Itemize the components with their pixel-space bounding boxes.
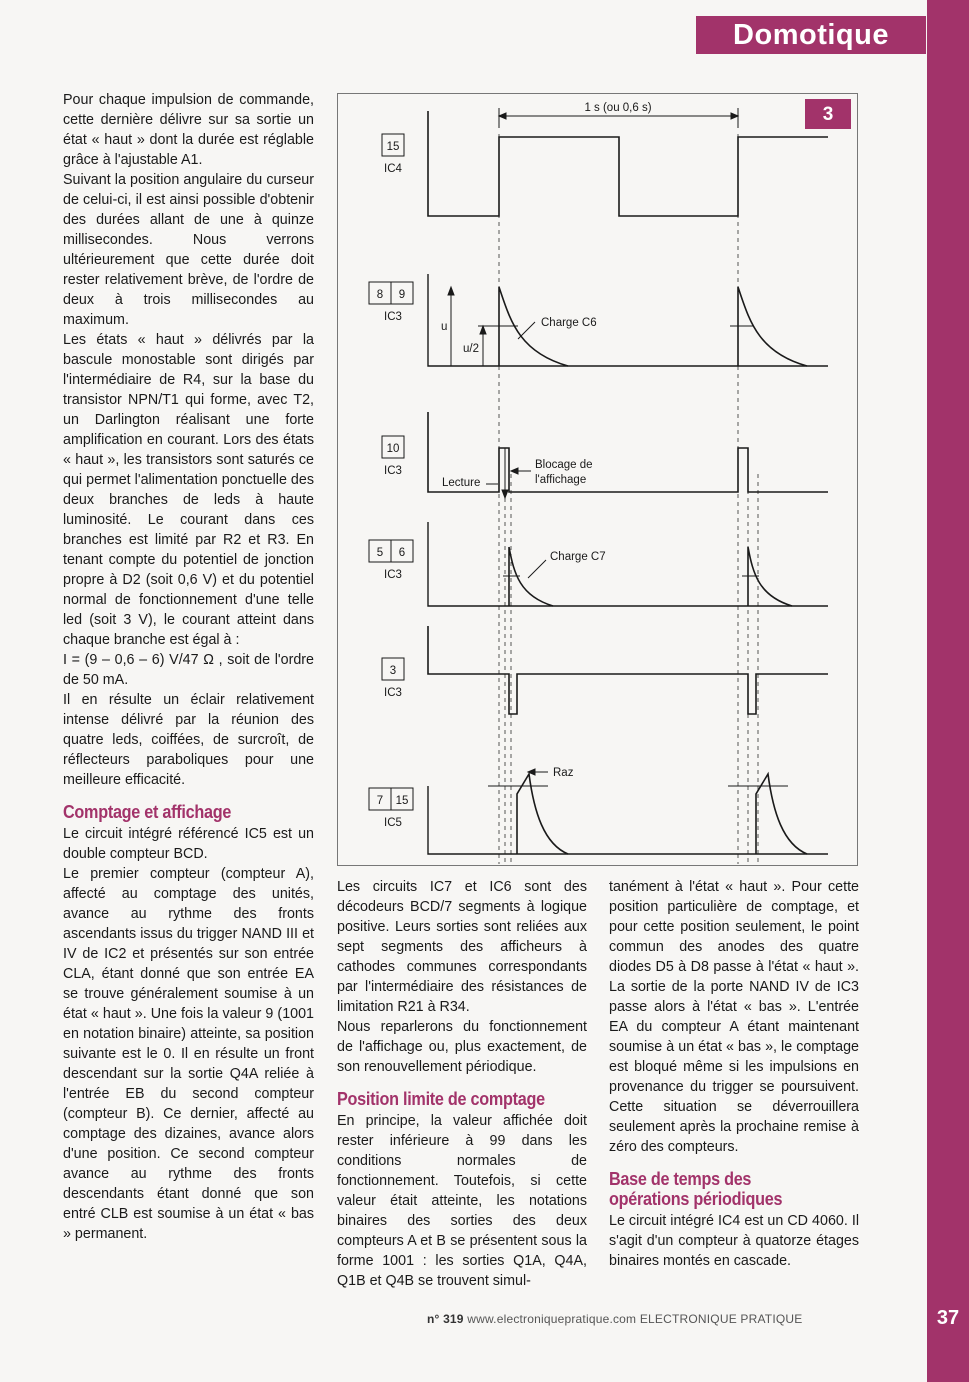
ic5-axes [428,786,828,854]
pin-label: 6 [398,547,406,559]
pin-label: 15 [386,141,400,153]
text-column-2 [337,877,587,1291]
page-number: 37 [936,1307,960,1329]
section-heading: Comptage et affichage [63,802,232,822]
pin-label: 5 [376,547,384,559]
pin-label: 7 [376,795,384,807]
paragraph: En principe, la valeur affichée doit rester inférieure à 99 dans les conditions normales de fonctionnement. Toutefois, si cette valeur était atteinte, les notations binaires des sorties des deux compteurs A et B se présentent sous la forme 1001 : les sorties Q1A, Q4A, Q1B et Q4B se trouvent simul- [337,1113,587,1289]
timing-diagram-figure [337,93,858,866]
formula-paragraph: I = (9 – 0,6 – 6) V/47 Ω , soit de l'ordre de 50 mA. [63,652,314,688]
pin-label: 10 [386,443,400,455]
paragraph: Pour chaque impulsion de commande, cette dernière délivre sur sa sortie un état « haut » dont la durée est réglable grâce à l'ajustable A1. [63,92,314,168]
lecture-arrow [502,490,508,498]
section-heading: Base de temps des opérations périodiques [609,1169,783,1209]
footer-url: www.electroniquepratique.com [467,1312,637,1326]
arrowhead [731,113,738,119]
ic3-8-9-axes [428,274,828,366]
charge-c6-label: Charge C6 [541,317,597,329]
chip-label: IC4 [384,163,402,175]
chip-label: IC3 [384,569,402,581]
timing-diagram [338,94,859,867]
pin-label: 3 [389,665,397,677]
section-heading: Position limite de comptage [337,1089,545,1109]
blocage-label-2: l'affichage [535,474,587,486]
chip-label: IC3 [384,311,402,323]
c6-pointer [518,322,535,339]
charge-c7-label: Charge C7 [550,551,606,563]
raz-label: Raz [553,767,574,779]
lecture-label: Lecture [442,477,481,489]
arrowhead [499,113,506,119]
ic4-square-wave [428,111,828,216]
page-footer [427,1312,857,1326]
period-label: 1 s (ou 0,6 s) [584,102,652,114]
paragraph: Il en résulte un éclair relativement intense délivré par la réunion des quatre leds, coiffées, de surcroît, de réflecteurs paraboliques pour une meilleure efficacité. [63,692,314,788]
issue-number: n° 319 [427,1312,464,1326]
text-column-1 [63,90,314,1244]
figure-number: 3 [822,104,834,125]
paragraph: Le circuit intégré IC4 est un CD 4060. Il s'agit d'un compteur à quatorze étages binaires montés en cascade. [609,1213,859,1269]
paragraph: Nous reparlerons du fonctionnement de l'affichage ou, plus exactement, de son renouvellement périodique. [337,1019,587,1075]
chip-label: IC3 [384,687,402,699]
c7-pointer [528,560,546,578]
paragraph: Le circuit intégré référencé IC5 est un double compteur BCD. [63,826,314,862]
chip-label: IC3 [384,465,402,477]
ic3-10-signal [428,412,828,492]
text-column-3 [609,877,859,1271]
paragraph: Les circuits IC7 et IC6 sont des décodeurs BCD/7 segments à logique positive. Leurs sorties sont reliées aux sept segments des afficheurs à cathodes communes correspondants par l'intermédiaire des résistances de limitation R21 à R34. [337,879,587,1015]
blocage-label-1: Blocage de [535,459,593,471]
paragraph: Les états « haut » délivrés par la bascule monostable sont dirigés par l'intermédiaire de R4, sur la base du transistor NPN/T1 qui forme, avec T2, un Darlington réalisant une forte amplification en courant. Lors des états « haut », les transistors sont saturés ce qui permet l'alimentation ponctuelle des deux branches de leds à haute luminosité. Le courant dans ces branches est limité par R2 et R3. En tenant compte du potentiel de jonction propre à D2 (soit 0,6 V) et du potentiel normal de fonctionnement d'une telle led (soit 3 V), le courant atteint dans chaque branche est égal à : [63,332,314,648]
u-half-label: u/2 [463,343,479,355]
paragraph: Suivant la position angulaire du curseur de celui-ci, il est ainsi possible d'obtenir des durées allant de une à quinze millisecondes. Nous verrons ultérieurement que cette durée doit rester relativement brève, de l'ordre de deux à trois millisecondes au maximum. [63,172,314,328]
pin-label: 9 [398,289,406,301]
page-edge-bar [927,0,969,1382]
paragraph: tanément à l'état « haut ». Pour cette position particulière de comptage, et pour cette position seulement, le point commun des anodes des quatre diodes D5 à D8 passe à l'état « haut ». La sortie de la porte NAND IV de IC3 passe alors à l'état « bas ». L'entrée EA du compteur A étant maintenant soumise à un état « bas », le comptage est bloqué même si les impulsions en provenance du trigger se poursuivent. Cette situation se déverrouillera seulement après la prochaine remise à zéro des compteurs. [609,879,859,1155]
pin-label: 8 [376,289,384,301]
pin-label: 15 [395,795,409,807]
ic3-3-signal [428,626,828,714]
paragraph: Le premier compteur (compteur A), affecté au comptage des unités, avance au rythme des fronts ascendants issus du trigger NAND III et IV de IC2 et présentés sur son entrée CLA, étant donné que son entrée EA se trouve généralement soumise à un état « haut ». Une fois la valeur 9 (1001 en notation binaire) atteinte, sa position suivante est le 0. Il en résulte un front descendant sur la sortie Q4A reliée à l'entrée EB du second compteur (compteur B). Ce dernier, affecté au comptage des dizaines, avance alors d'une position. Ce second compteur avance au rythme des fronts descendants étant donné que son entré CLB est soumise à un état « bas » permanent. [63,866,314,1242]
u-label: u [441,321,448,333]
section-tab: Domotique [696,16,926,54]
footer-magazine: ELECTRONIQUE PRATIQUE [639,1312,803,1326]
chip-label: IC5 [384,817,402,829]
